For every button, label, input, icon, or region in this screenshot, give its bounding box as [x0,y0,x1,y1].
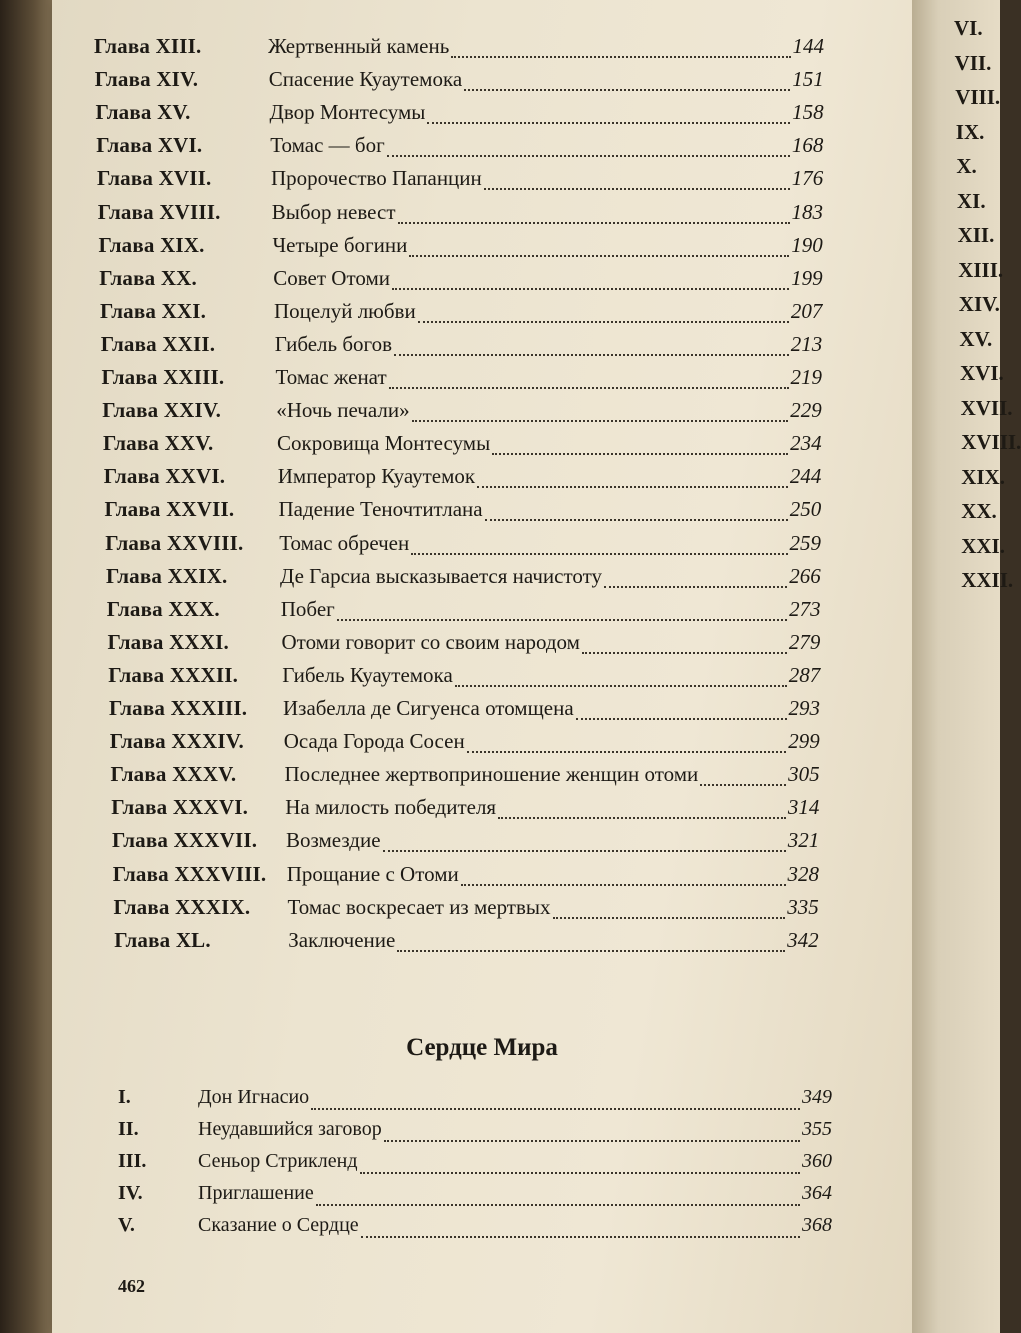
chapter-number: Глава XIV. [94,67,199,92]
page-ref: 199 [791,265,823,290]
chapter-title: Де Гарсиа высказывается начистоту [280,563,602,588]
page-number: 462 [118,1276,145,1296]
toc-entry [96,133,823,163]
adjacent-numeral: IX. [955,119,985,144]
chapter-number: Глава XXXV. [110,762,237,787]
adjacent-numeral: XVI. [960,361,1004,385]
leader-dots [477,470,788,488]
chapter-number: Глава XXXVII. [112,828,258,853]
page-ref: 266 [789,563,821,588]
part-number: I. [118,1086,131,1108]
leader-dots [467,735,787,753]
chapter-title: Сокровища Монтесумы [277,431,491,456]
adjacent-numeral: XVII. [960,395,1013,420]
section-title: Сердце Мира [406,1034,558,1061]
chapter-title: Поцелуй любви [274,298,416,323]
leader-dots [411,537,787,555]
chapter-number: Глава XVII. [97,166,212,191]
chapter-title: Отоми говорит со своим народом [281,629,580,654]
toc-entry [102,365,823,395]
book-page [52,0,912,1333]
part-title: Неудавшийся заговор [198,1118,382,1140]
chapter-title: Последнее жертвоприношение женщин отоми [284,762,699,787]
leader-dots [553,901,786,919]
adjacent-numeral: XIX. [961,464,1005,489]
chapter-title: Император Куаутемок [277,464,476,489]
page-ref: 368 [802,1214,832,1236]
toc-entry [95,67,824,97]
adjacent-numeral: XXI. [961,533,1005,558]
toc-entry [97,166,823,196]
chapter-number: Глава XXXIII. [109,696,248,720]
page-ref: 364 [802,1182,832,1204]
leader-dots [387,139,790,157]
chapter-number: Глава XXIII. [101,365,225,389]
leader-dots [485,503,788,521]
chapter-title: Заключение [288,927,396,952]
chapter-title: Жертвенный камень [268,34,450,58]
chapter-number: Глава XXXIX. [113,894,251,919]
toc-entry [114,928,818,958]
chapter-title: Гибель богов [274,331,393,356]
adjacent-numeral: XVIII. [961,430,1021,454]
page-ref: 234 [790,431,822,456]
chapter-title: Спасение Куаутемока [268,67,463,92]
page-ref: 335 [787,894,819,919]
toc-entry [99,233,823,263]
toc-entry [114,895,819,925]
chapter-title: «Ночь печали» [276,398,410,423]
part-number: V. [118,1214,135,1236]
page-ref: 259 [789,530,821,555]
chapter-number: Глава XXVI. [103,464,226,489]
chapter-title: Двор Монтесумы [269,100,426,125]
page-ref: 144 [792,34,824,58]
page-ref: 183 [791,199,823,224]
chapter-title: Томас женат [275,365,387,389]
part-title: Сеньор Стрикленд [198,1150,358,1172]
chapter-number: Глава XXI. [100,298,207,323]
page-ref: 168 [791,133,824,158]
leader-dots [412,404,789,422]
chapter-number: Глава XXXI. [107,629,229,654]
chapter-title: На милость победителя [285,795,497,820]
chapter-number: Глава XXVIII. [105,530,244,555]
chapter-number: Глава XX. [99,265,197,290]
toc-entry [102,398,822,428]
toc-entry [113,862,819,892]
adjacent-page [912,0,1021,1333]
page-ref: 273 [789,596,821,621]
toc-entry [118,1118,832,1148]
adjacent-numeral: XII. [957,223,995,247]
leader-dots [427,106,790,124]
leader-dots [389,371,789,389]
leader-dots [398,206,790,224]
toc-entry [99,266,822,296]
adjacent-numeral: XXII. [961,568,1014,592]
toc-entry [118,1214,832,1244]
toc-entry [105,531,821,561]
part-number: IV. [118,1182,143,1204]
chapter-title: Возмездие [286,828,381,853]
toc-entry [111,795,819,825]
leader-dots [700,768,786,786]
toc-entry [118,1150,832,1180]
page-ref: 305 [788,762,820,787]
toc-entry [105,497,822,527]
chapter-number: Глава XXIX. [106,563,228,588]
chapter-title: Гибель Куаутемока [282,662,453,687]
leader-dots [451,40,790,58]
page-ref: 219 [790,365,822,389]
chapter-number: Глава XVI. [96,133,203,158]
leader-dots [582,636,787,654]
adjacent-numeral: XIII. [958,257,1004,282]
toc-entry [110,729,820,759]
leader-dots [492,437,788,455]
leader-dots [461,868,786,886]
book-spine-edge [0,0,60,1333]
page-ref: 314 [787,795,820,820]
toc-entry [98,200,823,230]
page-ref: 349 [802,1086,832,1108]
toc-entry [106,564,821,594]
page-ref: 328 [787,861,819,886]
toc-entry [112,828,819,858]
part-number: II. [118,1118,139,1140]
toc-entry [94,34,824,64]
part-title: Приглашение [198,1182,314,1204]
adjacent-numeral: XX. [961,499,997,523]
page-ref: 293 [788,696,820,720]
leader-dots [576,702,787,720]
leader-dots [498,801,786,819]
toc-entry [101,332,822,362]
adjacent-numeral: XV. [959,326,993,351]
chapter-title: Выбор невест [271,199,396,224]
toc-entry [100,299,822,329]
toc-entry [118,1086,832,1116]
page-ref: 151 [792,67,824,92]
chapter-title: Падение Теночтитлана [278,497,483,522]
chapter-title: Совет Отоми [273,265,390,290]
leader-dots [311,1094,800,1110]
adjacent-numeral: XIV. [958,292,1000,316]
page-ref: 355 [802,1118,832,1140]
leader-dots [392,272,789,290]
part-title: Сказание о Сердце [198,1214,359,1236]
page-ref: 287 [788,662,821,687]
chapter-number: Глава XVIII. [97,199,221,224]
toc-entry [108,663,820,693]
leader-dots [397,934,785,952]
toc-entry [107,597,821,627]
chapter-title: Изабелла де Сигуенса отомщена [283,696,574,720]
page-ref: 190 [791,232,823,257]
leader-dots [464,73,790,91]
page-ref: 213 [790,331,823,356]
chapter-title: Пророчество Папанцин [271,166,482,191]
chapter-number: Глава XXX. [106,596,220,621]
chapter-number: Глава XIX. [98,232,205,257]
chapter-number: Глава XXII. [100,331,216,356]
chapter-title: Осада Города Сосен [283,729,465,754]
page-ref: 176 [791,166,824,191]
chapter-number: Глава XIII. [94,34,202,58]
chapter-title: Томас воскресает из мертвых [287,894,551,919]
leader-dots [316,1190,800,1206]
page-ref: 158 [792,100,824,125]
page-ref: 279 [788,629,821,654]
adjacent-numeral: VIII. [955,85,1001,109]
chapter-number: Глава XXIV. [102,398,222,423]
page-ref: 229 [790,398,822,423]
toc-entry [108,630,821,660]
adjacent-numeral: X. [956,154,977,178]
leader-dots [360,1158,800,1174]
leader-dots [384,1126,800,1142]
page-ref: 244 [789,464,822,489]
page-ref: 250 [789,497,822,522]
chapter-title: Побег [280,596,335,621]
leader-dots [394,338,789,356]
chapter-number: Глава XXXVI. [111,795,249,820]
part-number: III. [118,1150,147,1172]
toc-entry [111,762,820,792]
leader-dots [337,603,787,621]
leader-dots [409,239,789,257]
part-title: Дон Игнасио [198,1086,310,1108]
leader-dots [455,669,787,687]
adjacent-numeral: VII. [954,50,992,75]
page-ref: 342 [787,927,819,952]
toc-entry [103,431,822,461]
chapter-title: Прощание с Отоми [286,861,459,886]
toc-entry [118,1182,832,1212]
chapter-title: Четыре богини [272,232,408,257]
page-ref: 207 [790,298,823,323]
chapter-number: Глава XXV. [103,431,214,456]
chapter-number: Глава XXXVIII. [112,861,267,886]
page-ref: 360 [802,1150,832,1172]
chapter-title: Томас обречен [279,530,410,555]
leader-dots [604,570,787,588]
toc-entry [109,696,820,726]
toc-entry [96,100,824,130]
adjacent-numeral: XI. [957,188,986,213]
leader-dots [418,305,789,323]
page-ref: 299 [788,729,820,754]
adjacent-numeral: VI. [954,16,983,40]
leader-dots [383,834,786,852]
toc-entry [104,464,822,494]
leader-dots [484,172,790,190]
page-ref: 321 [787,828,820,853]
chapter-number: Глава XXXIV. [109,729,244,754]
chapter-number: Глава XXXII. [108,662,239,687]
chapter-title: Томас — бог [270,133,385,158]
chapter-number: Глава XV. [95,100,191,125]
leader-dots [361,1222,800,1238]
chapter-number: Глава XL. [114,927,211,952]
chapter-number: Глава XXVII. [104,497,235,522]
